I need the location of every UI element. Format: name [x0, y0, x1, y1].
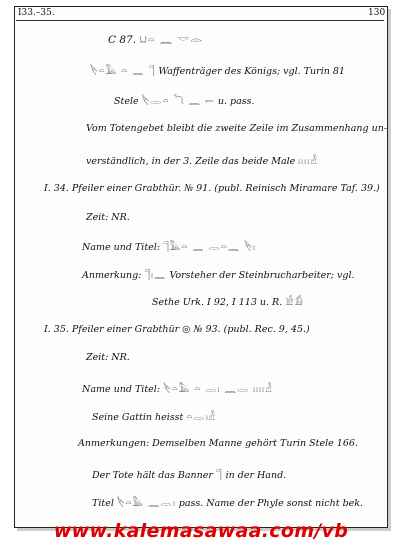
line-banner: [92, 466, 286, 482]
line-weapon-bearer: [90, 62, 345, 78]
line-name-title: [82, 380, 273, 396]
line-text-3: [86, 123, 387, 134]
hieroglyph-group: 𓏤𓏥𓁐: [298, 156, 318, 167]
watermark-url: www.kalemasawaa.com/vb: [53, 520, 349, 542]
line-text: I. 34. Pfeiler einer Grabthür. № 91. (publ. Reinisch Miramare Taf. 39.): [44, 183, 380, 194]
header-rule: [16, 20, 384, 21]
line-text: Zeit: NR.: [86, 212, 130, 223]
line-text: Titel: [92, 498, 114, 509]
line-text: I. 35. Pfeiler einer Grabthür ◎ № 93. (publ. Rec. 9, 45.): [44, 324, 310, 335]
line-text: Seine Gattin heisst: [92, 412, 184, 423]
section-heading-i34: [44, 183, 380, 194]
line-text: Zeit: NR.: [86, 352, 130, 363]
line-text: Name und Titel:: [82, 384, 161, 395]
line-text: Anmerkungen: Demselben Manne gehört Turin Stele 166.: [78, 438, 358, 449]
hieroglyph-group: 𓏏𓂋𓏤𓁐: [186, 412, 216, 423]
banner-glyph: 𓊹: [215, 470, 223, 481]
line-text: Waffenträger des Königs; vgl. Turin 81: [158, 66, 345, 77]
line-notes: [78, 438, 358, 449]
line-suffix: pass. Name der Phyle sonst nicht bek.: [178, 498, 364, 509]
line-text: Sethe Urk. I 92, I 113 u. R.: [152, 297, 283, 308]
hieroglyph-group: 𓊹𓏤𓈖: [144, 270, 167, 281]
entry-c87: [108, 30, 204, 47]
hieroglyph-group: 𓌸𓂋𓏏 𓆓 𓈖 𓍿: [141, 96, 215, 107]
line-wife: [92, 408, 216, 424]
hieroglyph-group: 𓂓𓏏 𓈖 𓎟𓁹: [139, 34, 204, 46]
hieroglyph-group: 𓀀𓀁: [285, 297, 304, 308]
line-text: Anmerkung:: [82, 270, 142, 281]
line-note: [82, 266, 355, 282]
line-suffix: u. pass.: [217, 96, 255, 107]
hieroglyph-group: 𓌸𓏏𓅓 𓏏 𓈖 𓊹: [90, 66, 156, 77]
line-name-title: [82, 238, 256, 254]
line-text: verständlich, in der 3. Zeile das beide Male: [86, 156, 296, 167]
line-text: Vom Totengebet bleibt die zweite Zeile im Zusammenhang un-: [86, 123, 388, 134]
line-zeit: [86, 212, 130, 223]
page-number: 130: [368, 8, 386, 18]
line-text: Name und Titel:: [82, 242, 161, 253]
line-stele: [114, 92, 255, 108]
line-title: [92, 494, 363, 510]
line-suffix: Vorsteher der Steinbrucharbeiter; vgl.: [169, 270, 355, 281]
line-text: Stele: [114, 96, 139, 107]
entry-c87-label: C 87.: [108, 34, 137, 46]
line-zeit: [86, 352, 130, 363]
line-suffix: in der Hand.: [225, 470, 287, 481]
line-text-4: [86, 152, 318, 168]
line-text: Der Tote hält das Banner: [92, 470, 213, 481]
line-reference: [152, 293, 304, 309]
header-left: I33.–35.: [18, 8, 55, 18]
hieroglyph-group: 𓌸𓏏𓅓 𓈖𓂋𓏤: [116, 498, 176, 509]
hieroglyph-group: 𓊹𓅓𓏏 𓈖 𓂋𓏏𓈖 𓌸𓏤: [163, 242, 256, 253]
hieroglyph-group: 𓌸𓏏𓅓 𓏏 𓂋𓏤 𓈖𓂋 𓏤𓏥𓁐: [163, 384, 273, 395]
section-heading-i35: [44, 324, 310, 335]
